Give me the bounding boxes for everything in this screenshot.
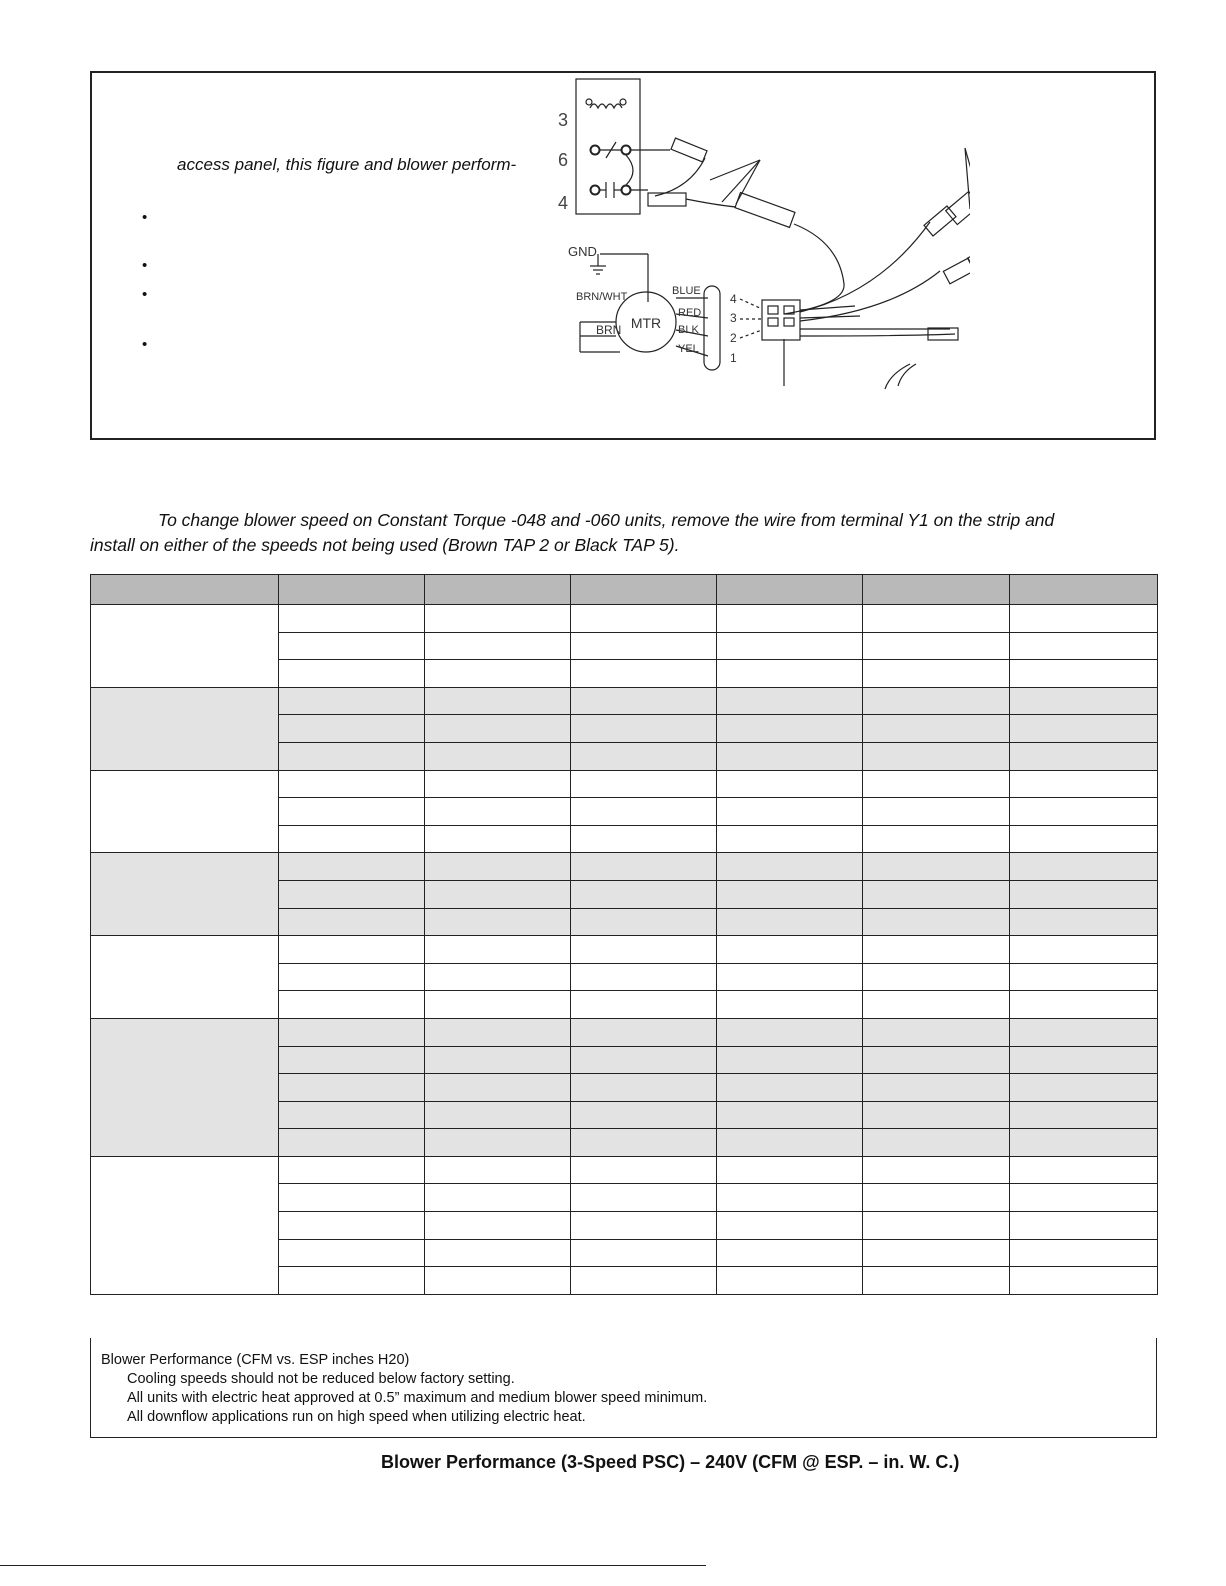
table-cell	[279, 908, 425, 936]
table-header-cell	[91, 575, 279, 605]
brn-label: BRN	[596, 323, 622, 337]
table-row	[91, 605, 1158, 633]
table-cell	[1010, 880, 1158, 908]
table-header-row	[91, 575, 1158, 605]
table-cell	[425, 605, 571, 633]
table-cell	[571, 605, 717, 633]
table-cell	[1010, 936, 1158, 964]
table-cell	[863, 853, 1010, 881]
table-cell	[863, 1184, 1010, 1212]
model-cell	[91, 770, 279, 853]
table-cell	[279, 660, 425, 688]
table-cell	[863, 963, 1010, 991]
table-cell	[863, 1239, 1010, 1267]
table-cell	[425, 1267, 571, 1295]
table-cell	[425, 963, 571, 991]
table-cell	[571, 908, 717, 936]
table-cell	[425, 660, 571, 688]
table-cell	[1010, 605, 1158, 633]
table-cell	[717, 1074, 863, 1102]
table-cell	[1010, 632, 1158, 660]
table-cell	[279, 936, 425, 964]
figure-text: access panel, this figure and blower perform-	[177, 155, 517, 174]
table-cell	[863, 1212, 1010, 1240]
table-cell	[863, 715, 1010, 743]
note-item: Cooling speeds should not be reduced below factory setting.	[127, 1371, 515, 1387]
table-header-cell	[863, 575, 1010, 605]
table-cell	[571, 880, 717, 908]
table-cell	[279, 798, 425, 826]
model-cell	[91, 1156, 279, 1294]
table-cell	[1010, 1074, 1158, 1102]
table-cell	[1010, 825, 1158, 853]
table-cell	[717, 853, 863, 881]
table-cell	[571, 770, 717, 798]
table-cell	[1010, 1184, 1158, 1212]
table-cell	[1010, 1046, 1158, 1074]
table-cell	[1010, 1212, 1158, 1240]
table-cell	[571, 853, 717, 881]
model-cell	[91, 687, 279, 770]
table-row	[91, 1156, 1158, 1184]
table-cell	[571, 825, 717, 853]
table-cell	[425, 1184, 571, 1212]
table-cell	[425, 1156, 571, 1184]
table-cell	[279, 1129, 425, 1157]
bullet-point: •	[142, 209, 148, 226]
table-cell	[571, 936, 717, 964]
table-cell	[279, 1184, 425, 1212]
model-cell	[91, 936, 279, 1019]
table-header-cell	[717, 575, 863, 605]
bullet-point: •	[142, 336, 148, 353]
table-cell	[863, 1267, 1010, 1295]
table-cell	[1010, 1267, 1158, 1295]
table-cell	[863, 936, 1010, 964]
page-divider	[0, 1565, 706, 1566]
table-cell	[1010, 660, 1158, 688]
instruction-line: install on either of the speeds not being used (Brown TAP 2 or Black TAP 5).	[90, 535, 680, 555]
table-cell	[717, 991, 863, 1019]
table-cell	[717, 936, 863, 964]
table-cell	[717, 963, 863, 991]
table-cell	[1010, 1156, 1158, 1184]
table-cell	[425, 1018, 571, 1046]
table-cell	[571, 742, 717, 770]
instruction-line: To change blower speed on Constant Torque -048 and -060 units, remove the wire from terminal Y1 on the strip and	[158, 510, 1055, 530]
wire-label-blue: BLUE	[672, 285, 701, 297]
table-cell	[425, 798, 571, 826]
table-cell	[571, 1129, 717, 1157]
table-cell	[279, 1074, 425, 1102]
table-cell	[717, 1156, 863, 1184]
table-cell	[717, 632, 863, 660]
table-cell	[1010, 798, 1158, 826]
motor-label: MTR	[630, 315, 662, 331]
table-cell	[279, 1101, 425, 1129]
table-cell	[717, 1046, 863, 1074]
table-cell	[279, 1046, 425, 1074]
table-cell	[425, 1101, 571, 1129]
table-cell	[571, 1074, 717, 1102]
model-cell	[91, 1018, 279, 1156]
table-cell	[863, 880, 1010, 908]
table-cell	[717, 660, 863, 688]
table-cell	[717, 742, 863, 770]
blower-performance-table	[90, 574, 1158, 1295]
table-cell	[279, 742, 425, 770]
table-cell	[279, 1156, 425, 1184]
table-cell	[1010, 908, 1158, 936]
table-cell	[717, 687, 863, 715]
table-cell	[425, 1212, 571, 1240]
table-cell	[717, 1101, 863, 1129]
table-row	[91, 853, 1158, 881]
table-cell	[571, 963, 717, 991]
table-cell	[425, 687, 571, 715]
table-cell	[717, 1267, 863, 1295]
table-cell	[571, 1018, 717, 1046]
table-cell	[863, 1156, 1010, 1184]
brn-wht-label: BRN/WHT	[576, 291, 628, 303]
table-cell	[425, 880, 571, 908]
table-cell	[279, 1212, 425, 1240]
table-cell	[425, 715, 571, 743]
table-cell	[425, 1239, 571, 1267]
table-cell	[425, 936, 571, 964]
table-cell	[1010, 1239, 1158, 1267]
motor-plug	[740, 299, 860, 340]
notes-title: Blower Performance (CFM vs. ESP inches H20)	[101, 1352, 410, 1368]
table-cell	[863, 1074, 1010, 1102]
note-item: All downflow applications run on high speed when utilizing electric heat.	[127, 1409, 586, 1425]
table-cell	[717, 1184, 863, 1212]
pin-number: 3	[730, 311, 737, 325]
table-cell	[1010, 963, 1158, 991]
table-cell	[571, 687, 717, 715]
table-row	[91, 1018, 1158, 1046]
table-cell	[863, 687, 1010, 715]
table-cell	[863, 908, 1010, 936]
table-cell	[279, 715, 425, 743]
table-cell	[571, 715, 717, 743]
table-cell	[863, 632, 1010, 660]
table-cell	[279, 825, 425, 853]
table-cell	[571, 798, 717, 826]
table-cell	[863, 1018, 1010, 1046]
table-header-cell	[425, 575, 571, 605]
table-cell	[571, 1156, 717, 1184]
table-cell	[717, 1129, 863, 1157]
table-header-cell	[1010, 575, 1158, 605]
table-cell	[279, 1239, 425, 1267]
table-cell	[1010, 770, 1158, 798]
table-row	[91, 687, 1158, 715]
pin-number: 1	[730, 351, 737, 365]
table-cell	[1010, 742, 1158, 770]
table-cell	[279, 880, 425, 908]
table-cell	[863, 1129, 1010, 1157]
table-cell	[863, 770, 1010, 798]
table-cell	[425, 1129, 571, 1157]
note-item: All units with electric heat approved at 0.5” maximum and medium blower speed minimum.	[127, 1390, 708, 1406]
table-cell	[571, 632, 717, 660]
model-cell	[91, 605, 279, 688]
table-cell	[717, 1212, 863, 1240]
table-cell	[279, 1267, 425, 1295]
relay-block	[576, 79, 640, 214]
table-cell	[717, 880, 863, 908]
relay-terminal-label: 6	[558, 150, 569, 170]
wire-label-red: RED	[678, 307, 702, 319]
table-cell	[571, 991, 717, 1019]
table-cell	[279, 963, 425, 991]
table-cell	[863, 742, 1010, 770]
instruction-paragraph	[90, 508, 1160, 558]
table-cell	[863, 1101, 1010, 1129]
table-cell	[571, 660, 717, 688]
relay-terminal-label: 3	[558, 110, 569, 130]
table-cell	[279, 605, 425, 633]
table-cell	[717, 1239, 863, 1267]
table-cell	[863, 1046, 1010, 1074]
table-cell	[863, 605, 1010, 633]
table-cell	[717, 825, 863, 853]
wire-label-yel: YEL	[678, 343, 699, 355]
table-cell	[717, 1018, 863, 1046]
table-cell	[1010, 1101, 1158, 1129]
table-cell	[571, 1184, 717, 1212]
table-cell	[425, 1046, 571, 1074]
wiring-diagram	[550, 74, 970, 394]
table-cell	[425, 770, 571, 798]
table-cell	[425, 908, 571, 936]
table-cell	[571, 1101, 717, 1129]
table-cell	[1010, 853, 1158, 881]
table-cell	[717, 908, 863, 936]
table-cell	[863, 825, 1010, 853]
bullet-point: •	[142, 286, 148, 303]
table-header-cell	[279, 575, 425, 605]
relay-terminal-label: 4	[558, 193, 569, 213]
table-cell	[425, 991, 571, 1019]
table-cell	[425, 1074, 571, 1102]
table-cell	[863, 660, 1010, 688]
pin-number: 4	[730, 292, 737, 306]
table-cell	[571, 1212, 717, 1240]
table-cell	[571, 1239, 717, 1267]
table-row	[91, 770, 1158, 798]
table-cell	[279, 1018, 425, 1046]
table-cell	[279, 770, 425, 798]
table-row	[91, 936, 1158, 964]
pin-number: 2	[730, 331, 737, 345]
table-cell	[1010, 715, 1158, 743]
table-cell	[571, 1267, 717, 1295]
table-cell	[717, 798, 863, 826]
table-cell	[279, 991, 425, 1019]
table-cell	[1010, 1129, 1158, 1157]
table-cell	[717, 605, 863, 633]
table-header-cell	[571, 575, 717, 605]
table-cell	[1010, 1018, 1158, 1046]
table-cell	[425, 742, 571, 770]
table-cell	[1010, 991, 1158, 1019]
model-cell	[91, 853, 279, 936]
gnd-label: GND	[568, 244, 597, 259]
table-cell	[425, 825, 571, 853]
table-notes	[90, 1338, 1157, 1438]
table-caption: Blower Performance (3-Speed PSC) – 240V (CFM @ ESP. – in. W. C.)	[381, 1452, 960, 1472]
table-cell	[571, 1046, 717, 1074]
table-cell	[863, 798, 1010, 826]
table-cell	[425, 632, 571, 660]
table-cell	[717, 770, 863, 798]
table-cell	[1010, 687, 1158, 715]
bullet-point: •	[142, 257, 148, 274]
table-cell	[279, 853, 425, 881]
table-cell	[717, 715, 863, 743]
wire-label-blk: BLK	[678, 324, 699, 336]
table-cell	[425, 853, 571, 881]
table-cell	[279, 687, 425, 715]
table-cell	[863, 991, 1010, 1019]
table-cell	[279, 632, 425, 660]
